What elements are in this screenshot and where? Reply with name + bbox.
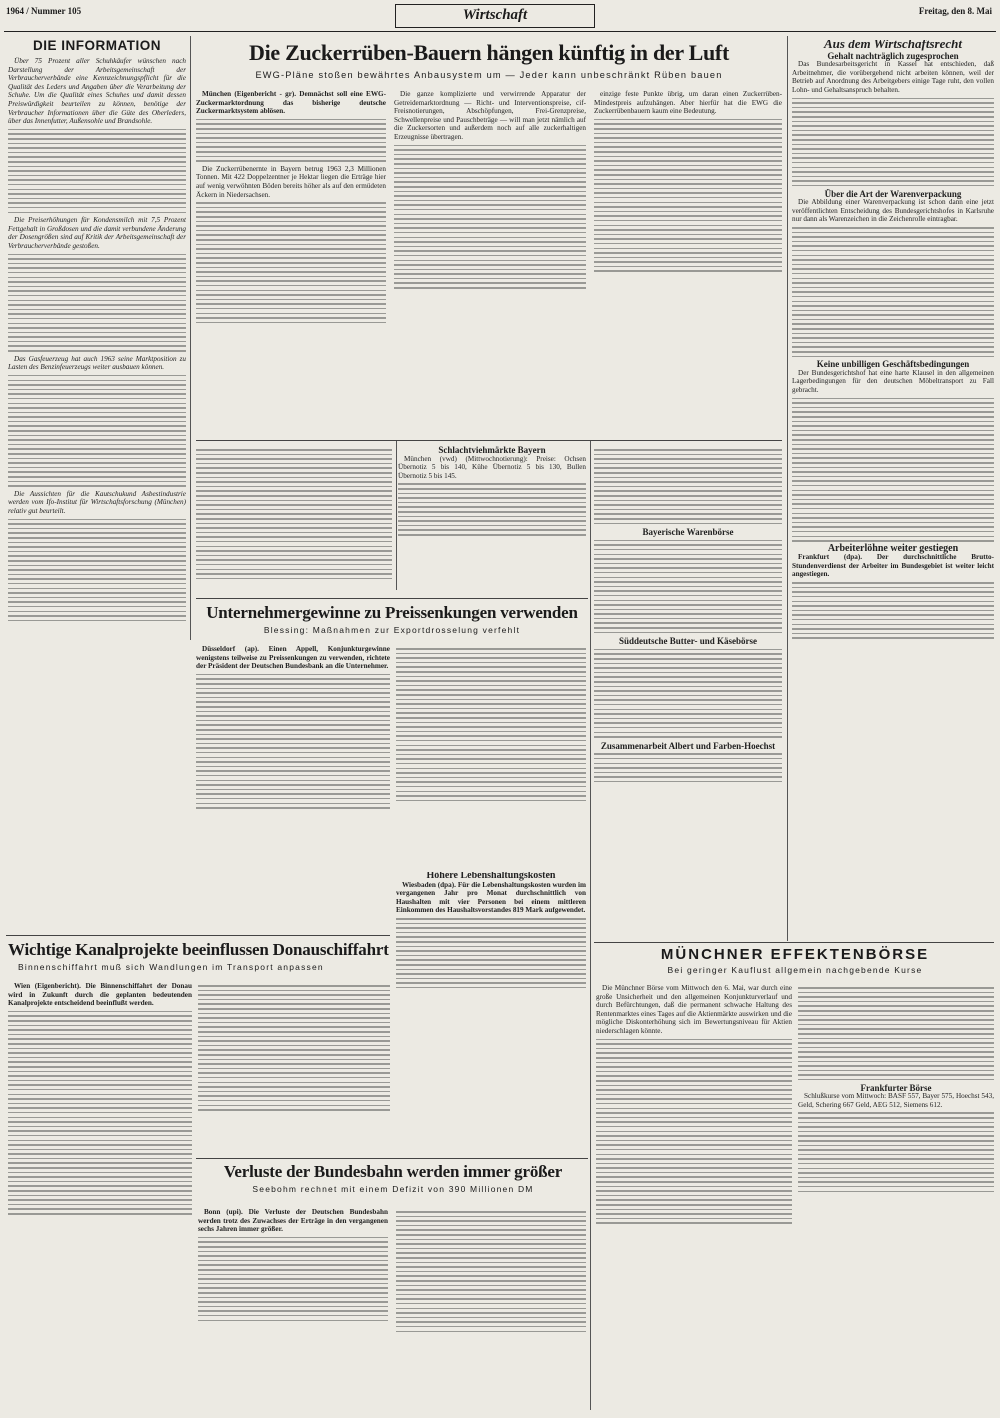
schlachtvieh-section: [398, 446, 586, 596]
text-lines: [398, 483, 586, 535]
section-rule: [6, 935, 390, 936]
unternehmer-headline-block: [196, 603, 588, 643]
text-lines: [792, 227, 994, 357]
text-lines: [8, 1011, 192, 1215]
schlachtvieh-text: München (vwd) (Mittwochnotierung): Preise: Ochsen Übernotiz 5 bis 140, Kühe Übernotiz 5 bis 130, Bullen Übernotiz 5 bis 145.: [398, 454, 586, 480]
section-rule: [594, 942, 994, 943]
recht-s3-text: Der Bundesgerichtshof hat eine harte Klausel in den allgemeinen Lagerbedingungen für den deutschen Möbeltransport zu Fall gebracht.: [792, 368, 994, 394]
wirtschaftsrecht-column: [792, 40, 994, 940]
recht-s2-text: Die Abbildung einer Warenverpackung ist schon dann eine jetzt veröffentlichten Entscheidung des Bundesgerichtshofes in Karlsruhe nur dann als Warenzeichen in die Zeichenrolle eintragbar.: [792, 198, 994, 224]
column-rule: [787, 36, 788, 941]
text-lines: [594, 649, 782, 738]
text-lines: [198, 1237, 388, 1321]
information-paragraph: Über 75 Prozent aller Schuhkäufer wünschen nach Darstellung der Arbeitsgemeinschaft der Verbraucherverbände eine Kennzeichnungspflicht für die Qualität des Leders und Angaben über die Verarbeitung der Schuhe. Um die Qualität eines Schuhes und damit dessen Preiswürdigkeit beurteilen zu können, benötige der Verbraucher Informationen über die Güte des Oberleders, über das Innenfutter, Außensohle und Brandsohle.: [8, 57, 186, 126]
main-article-continuation: [196, 446, 392, 592]
text-lines: [396, 648, 586, 801]
section-rule: [196, 598, 588, 599]
text-lines: [594, 540, 782, 633]
boerse-col-2: [798, 984, 994, 1412]
lebenshaltung-text: Wiesbaden (dpa). Für die Lebenshaltungskosten wurden im vergangenen Jahr pro Monat durchschnittlich von Haushalten mit vier Personen bei einem mittleren Einkommen des Haushaltsvorstandes 819 Mark aufgewendet.: [396, 880, 586, 915]
unternehmer-col-1: [196, 645, 390, 951]
markets-column: [594, 446, 782, 936]
kanal-col-2: [198, 982, 390, 1158]
text-lines: [596, 1039, 792, 1224]
frankfurter-boerse-title: Frankfurter Börse: [860, 1082, 932, 1093]
recht-s3-title: Keine unbilligen Geschäftsbedingungen: [816, 359, 970, 370]
information-paragraph: Die Preiserhöhungen für Kondensmilch mit 7,5 Prozent Fettgehalt in Großdosen und die damit verbundene Änderung der Dosengrößen sind auf Kritik der Arbeitsgemeinschaft der Verbraucherverbände gestoßen.: [8, 216, 186, 250]
section-title: Wirtschaft: [395, 4, 595, 28]
column-rule: [190, 36, 191, 640]
bundesbahn-headline-block: [198, 1162, 588, 1206]
text-lines: [396, 1211, 586, 1332]
text-lines: [196, 674, 390, 809]
wirtschaftsrecht-title: Aus dem Wirtschaftsrecht: [824, 40, 962, 51]
recht-s1-text: Das Bundesarbeitsgericht in Kassel hat entschieden, daß Arbeitnehmer, die vorübergehend nicht arbeiten können, weil der Betrieb auf Anordnung des Arbeitgebers einige Tage ruht, den vollen Lohn- und Gehaltsanspruch behalten.: [792, 60, 994, 94]
warenboerse-title: Bayerische Warenbörse: [642, 527, 734, 538]
main-headline-block: [196, 40, 782, 92]
kanal-headline: Wichtige Kanalprojekte beeinflussen Donauschiffahrt: [8, 940, 389, 959]
albert-title: Zusammenarbeit Albert und Farben-Hoechst: [600, 740, 776, 751]
recht-s4-title: Arbeiterlöhne weiter gestiegen: [827, 542, 959, 554]
text-lines: [792, 582, 994, 639]
text-lines: [394, 145, 586, 289]
unternehmer-subheadline: Blessing: Maßnahmen zur Exportdrosselung verfehlt: [263, 625, 521, 635]
bundesbahn-subheadline: Seebohm rechnet mit einem Defizit von 390 Millionen DM: [252, 1184, 534, 1194]
main-article-col-2: [394, 90, 586, 438]
main-article-lead: München (Eigenbericht - gr). Demnächst soll eine EWG-Zuckermarktordnung das bisherige deutsche Zuckermarktsystem ablösen.: [196, 90, 386, 116]
text-lines: [798, 987, 994, 1080]
kanal-col-1: [8, 982, 192, 1412]
column-rule: [590, 440, 591, 1410]
page-number: 1964 / Nummer 105: [6, 6, 82, 16]
main-article-paragraph: Die ganze komplizierte und verwirrende Apparatur der Getreidemarktordnung — Richt- und Interventionspreise, cif-Freisnotierungen, Abschöpfungen, Frei-Grenzpreise, Schwellenpreise und Pauschbeträge — will man jetzt nämlich auf die Zuckersorten und außerdem noch auf alle zuckerhaltigen Erzeugnisse übertragen.: [394, 90, 586, 141]
section-rule: [196, 440, 782, 441]
text-lines: [396, 918, 586, 988]
kanal-headline-block: [8, 940, 392, 980]
header-rule: [4, 31, 996, 32]
issue-date: Freitag, den 8. Mai: [918, 6, 992, 16]
schlachtvieh-title: Schlachtviehmärkte Bayern: [438, 446, 546, 455]
text-lines: [196, 119, 386, 162]
unternehmer-col-2: [396, 645, 586, 869]
column-rule: [396, 440, 397, 590]
text-lines: [594, 753, 782, 782]
information-paragraph: Die Aussichten für die Kautschukund Asbestindustrie werden vom Ifo-Institut für Wirtschaftsforschung (München) relativ gut beurteilt.: [8, 489, 186, 515]
text-lines: [594, 449, 782, 524]
butter-title: Süddeutsche Butter- und Käsebörse: [619, 636, 757, 647]
main-article-col-1: [196, 90, 386, 438]
text-lines: [594, 119, 782, 272]
main-article-paragraph: Die Zuckerrübenernte in Bayern betrug 1963 2,3 Millionen Tonnen. Mit 422 Doppelzentner je Hektar liegen die Erträge hier auf wenig verwöhnten Böden bereits höher als auf den ermüdeten Äckern in Niedersachsen.: [196, 164, 386, 199]
information-paragraph: Das Gasfeuerzeug hat auch 1963 seine Marktposition zu Lasten des Benzinfeuerzeugs weiter ausbauen können.: [8, 354, 186, 372]
main-subheadline: EWG-Pläne stoßen bewährtes Anbausystem um — Jeder kann unbeschränkt Rüben bauen: [255, 70, 723, 80]
unternehmer-lead: Düsseldorf (ap). Einen Appell, Konjunkturgewinne wenigstens teilweise zu Preissenkungen zu verwenden, richtete der Präsident der Deutschen Bundesbank an die Unternehmer.: [196, 645, 390, 671]
bundesbahn-col-1: [198, 1208, 388, 1412]
main-headline: Die Zuckerrüben-Bauern hängen künftig in der Luft: [249, 40, 729, 65]
text-lines: [792, 98, 994, 187]
kanal-lead: Wien (Eigenbericht). Die Binnenschiffahrt der Donau wird in Zukunft durch die geplanten bedeutenden Kanalprojekte entscheidend beeinflußt werden.: [8, 982, 192, 1008]
boerse-text: Die Münchner Börse vom Mittwoch den 6. Mai, war durch eine große Unsicherheit und den allgemeinen Konjunkturverlauf und durch Befürchtungen, daß die permanent schwache Haltung des Rentenmarktes eines Tages auf die Aktienmärkte auswirken und die mögliche Diskonterhöhung sich im Bewertungsniveau für Aktien niederschlagen könnte.: [596, 984, 792, 1035]
text-lines: [196, 449, 392, 579]
bundesbahn-lead: Bonn (upi). Die Verluste der Deutschen Bundesbahn werden trotz des Zuwachses der Erträge in den vergangenen sechs Jahren immer größer.: [198, 1208, 388, 1234]
text-lines: [8, 519, 186, 622]
bundesbahn-col-2: [396, 1208, 586, 1412]
main-article-col-3: [594, 90, 782, 438]
text-lines: [8, 375, 186, 487]
section-rule: [196, 1158, 588, 1159]
recht-s1-title: Gehalt nachträglich zugesprochen: [827, 50, 959, 61]
bundesbahn-headline: Verluste der Bundesbahn werden immer größer: [223, 1162, 563, 1181]
frankfurter-boerse-text: Schlußkurse vom Mittwoch: BASF 557, Bayer 575, Hoechst 543, Geld, Schering 667 Geld, AEG 512, Siemens 612.: [798, 1092, 994, 1109]
unternehmer-headline: Unternehmergewinne zu Preissenkungen verwenden: [206, 603, 578, 622]
boerse-col-1: [596, 984, 792, 1412]
boerse-headline: MÜNCHNER EFFEKTENBÖRSE: [660, 946, 930, 963]
information-body: [8, 57, 186, 621]
boerse-subheadline: Bei geringer Kauflust allgemein nachgebende Kurse: [667, 965, 923, 975]
kanal-subheadline: Binnenschiffahrt muß sich Wandlungen im Transport anpassen: [18, 962, 324, 972]
lebenshaltung-title: Höhere Lebenshaltungskosten: [426, 872, 556, 881]
text-lines: [8, 254, 186, 352]
information-title: DIE INFORMATION: [33, 38, 161, 53]
recht-s2-title: Über die Art der Warenverpackung: [824, 188, 962, 199]
lebenshaltung-section: [396, 872, 586, 1152]
text-lines: [8, 129, 186, 213]
information-column: [8, 38, 186, 638]
text-lines: [798, 1112, 994, 1192]
text-lines: [198, 985, 390, 1111]
recht-s4-text: Frankfurt (dpa). Der durchschnittliche Brutto-Stundenverdienst der Arbeiter im Bundesgebiet ist weiter leicht angestiegen.: [792, 553, 994, 579]
text-lines: [196, 202, 386, 323]
main-article-paragraph: einzige feste Punkte übrig, um daran einen Zuckerrüben-Mindestpreis aufzuhängen. Aber hierfür hat die EWG die Zuckerrübenbauern kaum eine Bedeutung.: [594, 90, 782, 116]
boerse-headline-block: [596, 946, 994, 980]
text-lines: [792, 398, 994, 542]
